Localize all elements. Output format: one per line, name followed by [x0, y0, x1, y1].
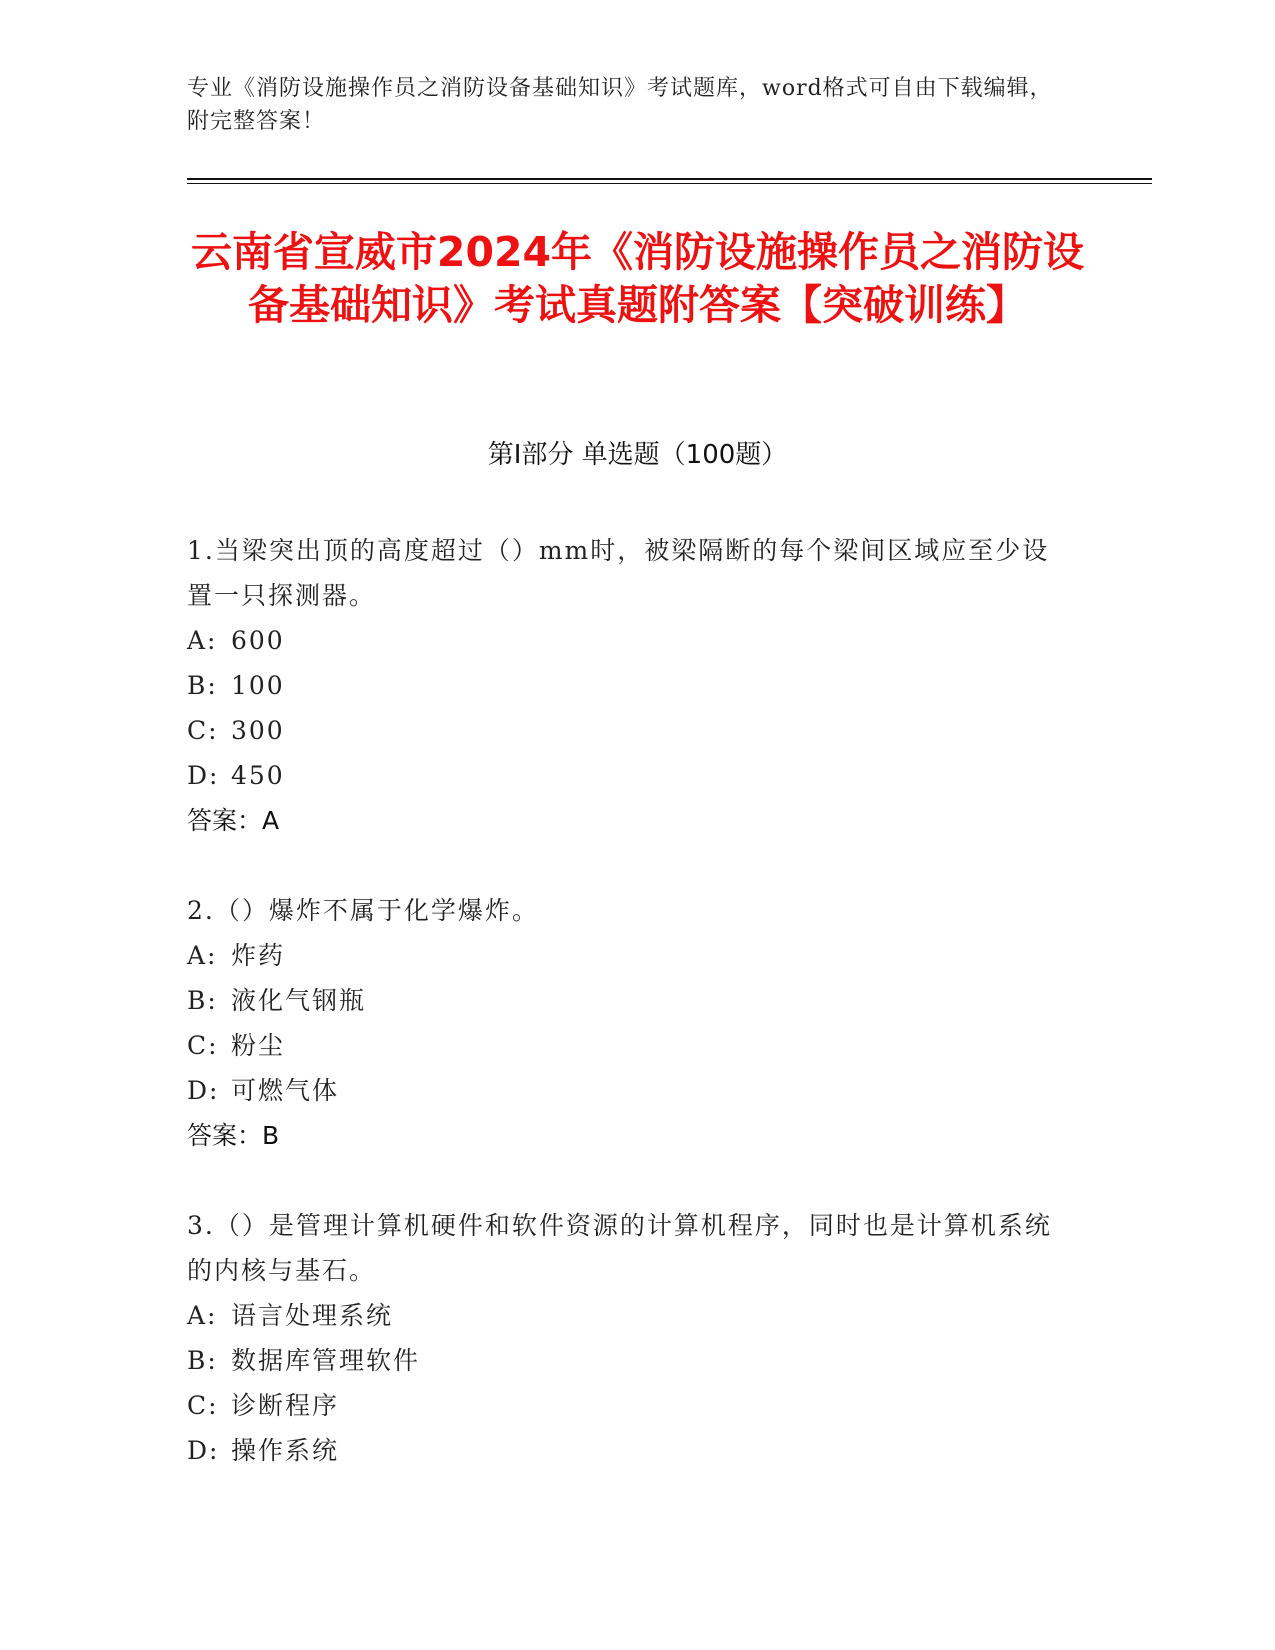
option-d	[187, 753, 1067, 798]
question-stem: 2.（）爆炸不属于化学爆炸。	[187, 896, 539, 925]
option-a	[187, 1293, 1067, 1338]
question-2	[187, 888, 1067, 1158]
option-b	[187, 978, 1067, 1023]
option-text: 炸药	[231, 941, 286, 970]
header-note: 专业《消防设施操作员之消防设备基础知识》考试题库，word格式可自由下载编辑，附完整答案！	[187, 76, 1053, 134]
option-text: 600	[231, 626, 285, 655]
question-list	[187, 528, 1067, 1518]
option-text: 诊断程序	[231, 1391, 340, 1420]
header-rule-thin	[187, 183, 1152, 184]
option-text: 300	[231, 716, 285, 745]
option-key: C:	[187, 716, 219, 745]
option-key: B:	[187, 1346, 218, 1375]
option-a	[187, 933, 1067, 978]
option-b	[187, 1338, 1067, 1383]
option-d	[187, 1428, 1067, 1473]
answer-value: B	[262, 1121, 280, 1150]
option-key: C:	[187, 1391, 219, 1420]
option-text: 数据库管理软件	[231, 1346, 421, 1375]
question-1	[187, 528, 1067, 843]
section-heading: 第I部分 单选题（100题）	[487, 440, 788, 470]
answer-value: A	[262, 806, 280, 835]
answer-line	[187, 798, 1067, 843]
option-key: B:	[187, 671, 218, 700]
option-text: 450	[231, 761, 285, 790]
option-key: A:	[187, 626, 218, 655]
question-stem: 3.（）是管理计算机硬件和软件资源的计算机程序，同时也是计算机系统的内核与基石。	[187, 1211, 1052, 1285]
option-text: 语言处理系统	[231, 1301, 394, 1330]
question-stem: 1.当梁突出顶的高度超过（）mm时，被梁隔断的每个梁间区域应至少设置一只探测器。	[187, 536, 1050, 610]
answer-prefix: 答案：	[187, 1121, 263, 1150]
option-key: A:	[187, 1301, 218, 1330]
option-c	[187, 708, 1067, 753]
option-c	[187, 1383, 1067, 1428]
option-a	[187, 618, 1067, 663]
option-d	[187, 1068, 1067, 1113]
option-text: 操作系统	[231, 1436, 340, 1465]
option-c	[187, 1023, 1067, 1068]
option-text: 可燃气体	[231, 1076, 340, 1105]
option-key: B:	[187, 986, 218, 1015]
option-key: C:	[187, 1031, 219, 1060]
option-text: 100	[231, 671, 285, 700]
option-key: D:	[187, 1076, 220, 1105]
document-title: 云南省宣威市2024年《消防设施操作员之消防设备基础知识》考试真题附答案【突破训练】	[190, 228, 1085, 329]
question-3	[187, 1203, 1067, 1473]
answer-prefix: 答案：	[187, 806, 263, 835]
header-rule-thick	[187, 178, 1152, 180]
option-text: 粉尘	[231, 1031, 286, 1060]
option-key: D:	[187, 1436, 220, 1465]
option-b	[187, 663, 1067, 708]
option-key: A:	[187, 941, 218, 970]
option-key: D:	[187, 761, 220, 790]
answer-line	[187, 1113, 1067, 1158]
option-text: 液化气钢瓶	[231, 986, 367, 1015]
